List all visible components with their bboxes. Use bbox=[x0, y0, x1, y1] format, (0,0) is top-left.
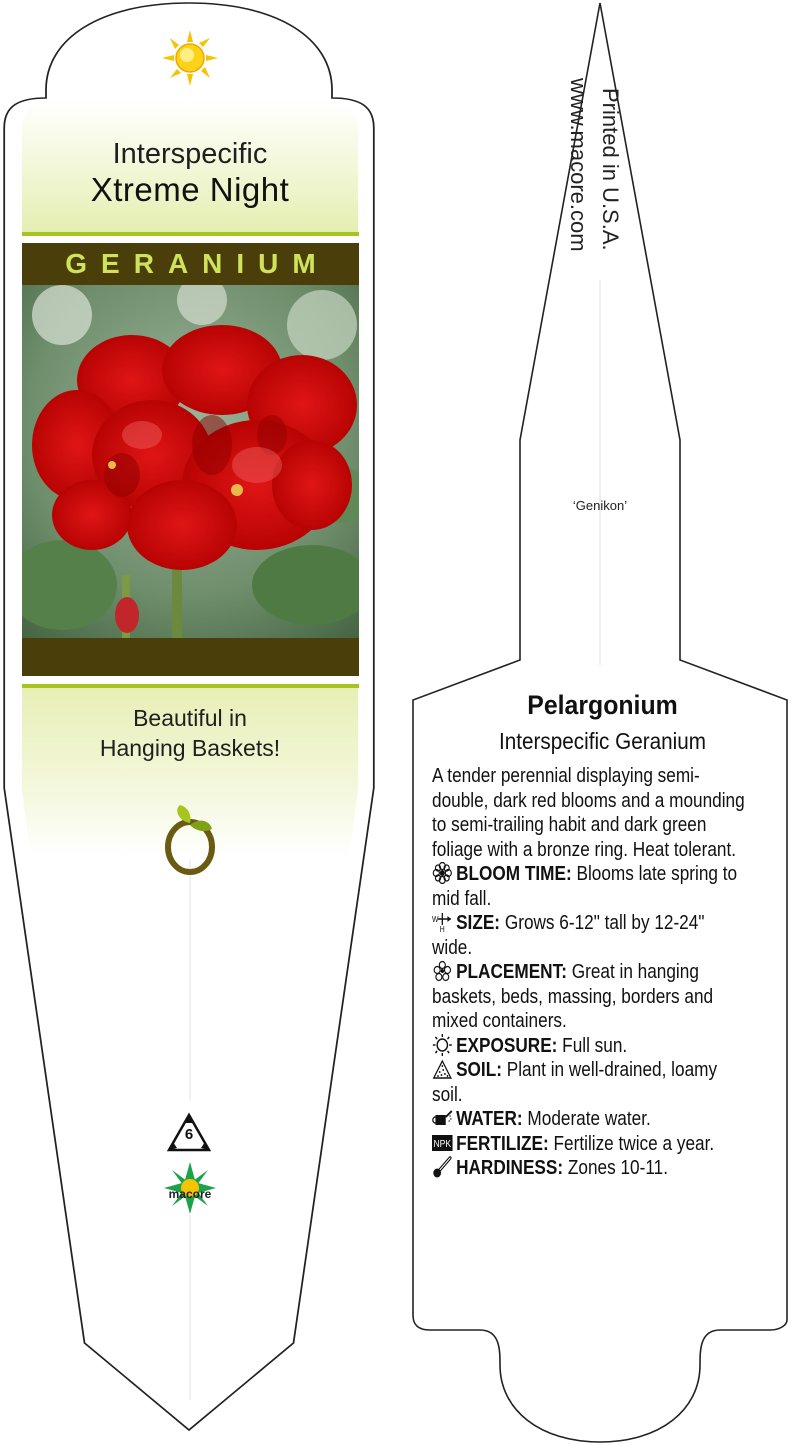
bottom-band bbox=[22, 638, 359, 676]
size-label: SIZE: bbox=[456, 912, 501, 934]
water-label: WATER: bbox=[456, 1108, 523, 1130]
common-name: Interspecific Geranium bbox=[498, 728, 707, 754]
placement-label: PLACEMENT: bbox=[456, 961, 567, 983]
hardiness-value: Zones 10-11. bbox=[567, 1157, 668, 1179]
tagline bbox=[40, 703, 340, 763]
placement-icon bbox=[432, 960, 453, 982]
attribute-exposure bbox=[432, 1034, 746, 1059]
printed-in-label: Printed in U.S.A. bbox=[598, 88, 623, 251]
soil-value: Plant in well-drained, loamy soil. bbox=[432, 1059, 718, 1106]
fertilize-value: Fertilize twice a year. bbox=[553, 1132, 715, 1155]
soil-label: SOIL: bbox=[456, 1059, 502, 1081]
tagline-line-2: Hanging Baskets! bbox=[99, 735, 281, 761]
genus-band bbox=[22, 243, 359, 285]
attribute-placement bbox=[432, 960, 746, 1034]
description-text: A tender perennial displaying semi-double, dark red blooms and a mounding to semi-trailing habit and dark green foliage with a bronze ring. Heat tolerant. bbox=[432, 765, 745, 861]
seedling-logo-icon bbox=[160, 803, 220, 875]
tagline-line-1: Beautiful in bbox=[133, 705, 247, 731]
plant-description bbox=[432, 764, 746, 1181]
cultivar-line-1: Interspecific bbox=[112, 138, 268, 170]
hardiness-label: HARDINESS: bbox=[456, 1157, 564, 1179]
size-value: Grows 6-12" tall by 12-24" wide. bbox=[432, 912, 705, 959]
cultivar-line-2: Xtreme Night bbox=[90, 171, 290, 208]
npk-text: NPK bbox=[433, 1137, 452, 1149]
npk-icon bbox=[432, 1132, 453, 1154]
soil-icon bbox=[432, 1058, 453, 1080]
trade-name: ‘Genikon’ bbox=[572, 498, 628, 513]
geranium-photo bbox=[22, 285, 359, 638]
attribute-soil bbox=[432, 1058, 746, 1107]
attribute-size bbox=[432, 911, 746, 960]
attribute-bloom-time bbox=[432, 862, 746, 911]
size-h: H bbox=[439, 924, 445, 933]
sun-icon bbox=[160, 28, 220, 88]
attribute-fertilize bbox=[432, 1132, 746, 1157]
website-label: www.macore.com bbox=[566, 78, 591, 252]
exposure-label: EXPOSURE: bbox=[456, 1034, 558, 1057]
attribute-hardiness bbox=[432, 1156, 746, 1181]
genus-label: GERANIUM bbox=[65, 248, 330, 279]
brand-name: macore bbox=[168, 1187, 212, 1201]
size-w: W bbox=[432, 914, 439, 925]
watering-can-icon bbox=[432, 1107, 453, 1129]
exposure-value: Full sun. bbox=[562, 1034, 628, 1057]
water-value: Moderate water. bbox=[527, 1108, 651, 1130]
bloom-time-label: BLOOM TIME: bbox=[456, 863, 572, 885]
botanical-name: Pelargonium bbox=[527, 690, 678, 720]
placement-value: Great in hanging baskets, beds, massing, borders and mixed containers. bbox=[432, 961, 714, 1032]
sun-outline-icon bbox=[432, 1034, 453, 1056]
flower-icon bbox=[432, 862, 453, 884]
recycle-number: 6 bbox=[184, 1126, 194, 1143]
size-icon bbox=[432, 911, 453, 933]
bloom-time-value: Blooms late spring to mid fall. bbox=[432, 863, 738, 910]
thermometer-icon bbox=[432, 1156, 453, 1178]
attribute-water bbox=[432, 1107, 746, 1132]
fertilize-label: FERTILIZE: bbox=[456, 1132, 549, 1155]
